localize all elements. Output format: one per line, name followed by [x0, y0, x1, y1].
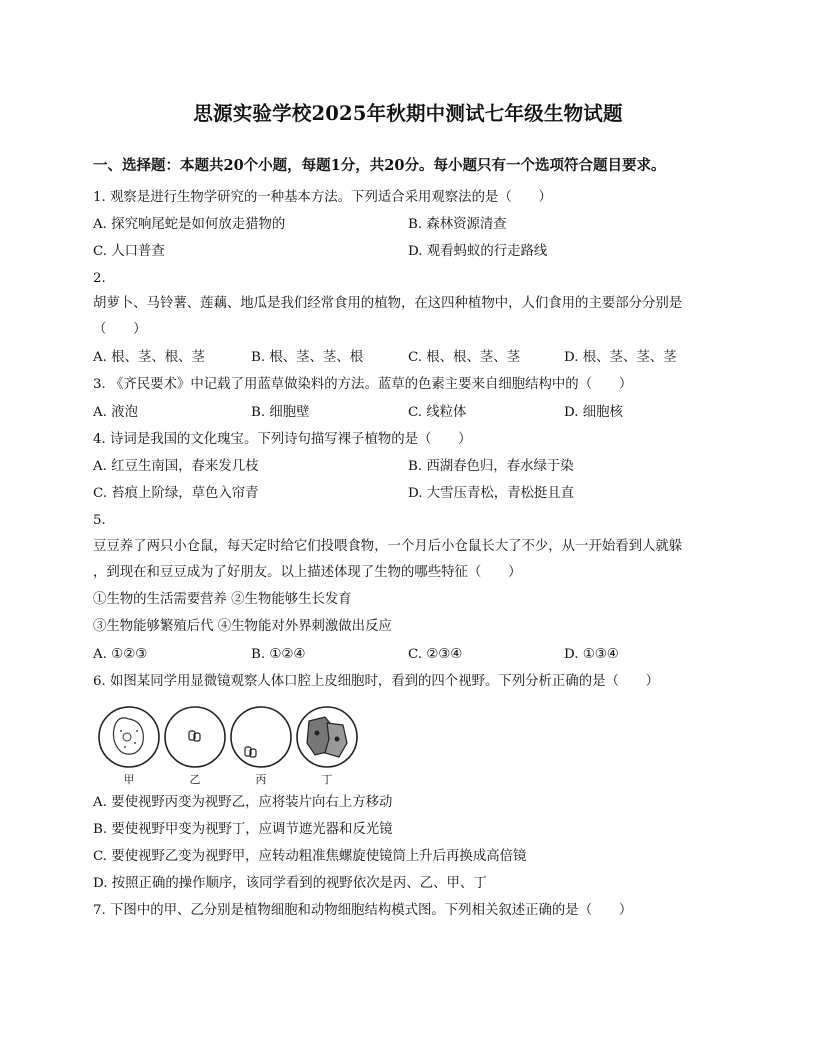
question-5-stem-cont: ，到现在和豆豆成为了好朋友。以上描述体现了生物的哪些特征（ ） [93, 565, 522, 580]
figure-label-ding: 丁 [321, 773, 333, 786]
question-4-option-d: D. 大雪压青松，青松挺且直 [408, 486, 575, 501]
question-2-option-b: B. 根、茎、茎、根 [251, 350, 364, 365]
question-5-option-b: B. ①②④ [251, 647, 306, 662]
question-6-option-a: A. 要使视野丙变为视野乙，应将装片向右上方移动 [93, 795, 393, 810]
question-5-option-a: A. ①②③ [93, 647, 148, 662]
figure-label-jia: 甲 [123, 773, 135, 786]
question-4-option-a: A. 红豆生南国，春来发几枝 [93, 459, 259, 474]
question-4-option-b: B. 西湖春色归，春水绿于染 [408, 459, 574, 474]
question-5-option-d: D. ①③④ [564, 647, 619, 662]
question-6-stem: 6. 如图某同学用显微镜观察人体口腔上皮细胞时，看到的四个视野。下列分析正确的是（ ） [93, 674, 660, 689]
question-5-statements-2: ③生物能够繁殖后代 ④生物能对外界刺激做出反应 [93, 619, 392, 634]
view-jia [99, 707, 159, 767]
question-1-option-d: D. 观看蚂蚁的行走路线 [408, 244, 548, 259]
question-3-option-c: C. 线粒体 [408, 405, 467, 420]
question-3-option-a: A. 液泡 [93, 405, 138, 420]
question-1-stem: 1. 观察是进行生物学研究的一种基本方法。下列适合采用观察法的是（ ） [93, 190, 552, 205]
question-5-option-c: C. ②③④ [408, 647, 463, 662]
figure-label-bing: 丙 [255, 773, 267, 786]
question-1-option-c: C. 人口普查 [93, 244, 165, 259]
page-title: 思源实验学校2025年秋期中测试七年级生物试题 [193, 102, 623, 125]
view-yi [165, 707, 225, 767]
question-5-stem: 豆豆养了两只小仓鼠，每天定时给它们投喂食物，一个月后小仓鼠长大了不少，从一开始看到人就躲 [93, 539, 683, 554]
question-3-stem: 3. 《齐民要术》中记载了用蓝草做染料的方法。蓝草的色素主要来自细胞结构中的（ ） [93, 377, 633, 392]
question-1-option-a: A. 探究响尾蛇是如何放走猎物的 [93, 217, 286, 232]
view-bing [231, 707, 291, 767]
question-3-option-d: D. 细胞核 [564, 405, 623, 420]
question-3-option-b: B. 细胞壁 [251, 405, 310, 420]
section-heading: 一、选择题：本题共20个小题，每题1分，共20分。每小题只有一个选项符合题目要求。 [93, 157, 666, 174]
microscope-views-figure [97, 703, 367, 789]
question-2-stem: 胡萝卜、马铃薯、莲藕、地瓜是我们经常食用的植物，在这四种植物中，人们食用的主要部分分别是 [93, 296, 683, 311]
question-5-statements-1: ①生物的生活需要营养 ②生物能够生长发育 [93, 592, 352, 607]
question-6-option-c: C. 要使视野乙变为视野甲，应转动粗准焦螺旋使镜筒上升后再换成高倍镜 [93, 849, 527, 864]
question-2-option-a: A. 根、茎、根、茎 [93, 350, 205, 365]
question-5-number: 5. [93, 513, 106, 528]
question-2-number: 2. [93, 271, 106, 286]
figure-label-yi: 乙 [189, 773, 201, 786]
question-6-option-b: B. 要使视野甲变为视野丁，应调节遮光器和反光镜 [93, 822, 393, 837]
question-4-option-c: C. 苔痕上阶绿，草色入帘青 [93, 486, 259, 501]
question-2-option-d: D. 根、茎、茎、茎 [564, 350, 677, 365]
question-7-stem: 7. 下图中的甲、乙分别是植物细胞和动物细胞结构模式图。下列相关叙述正确的是（ ） [93, 903, 633, 918]
question-1-option-b: B. 森林资源清查 [408, 217, 507, 232]
question-2-stem-paren: （ ） [93, 322, 147, 337]
question-2-option-c: C. 根、根、茎、茎 [408, 350, 521, 365]
question-4-stem: 4. 诗词是我国的文化瑰宝。下列诗句描写裸子植物的是（ ） [93, 432, 472, 447]
view-ding [297, 707, 357, 767]
question-6-option-d: D. 按照正确的操作顺序，该同学看到的视野依次是丙、乙、甲、丁 [93, 876, 487, 891]
